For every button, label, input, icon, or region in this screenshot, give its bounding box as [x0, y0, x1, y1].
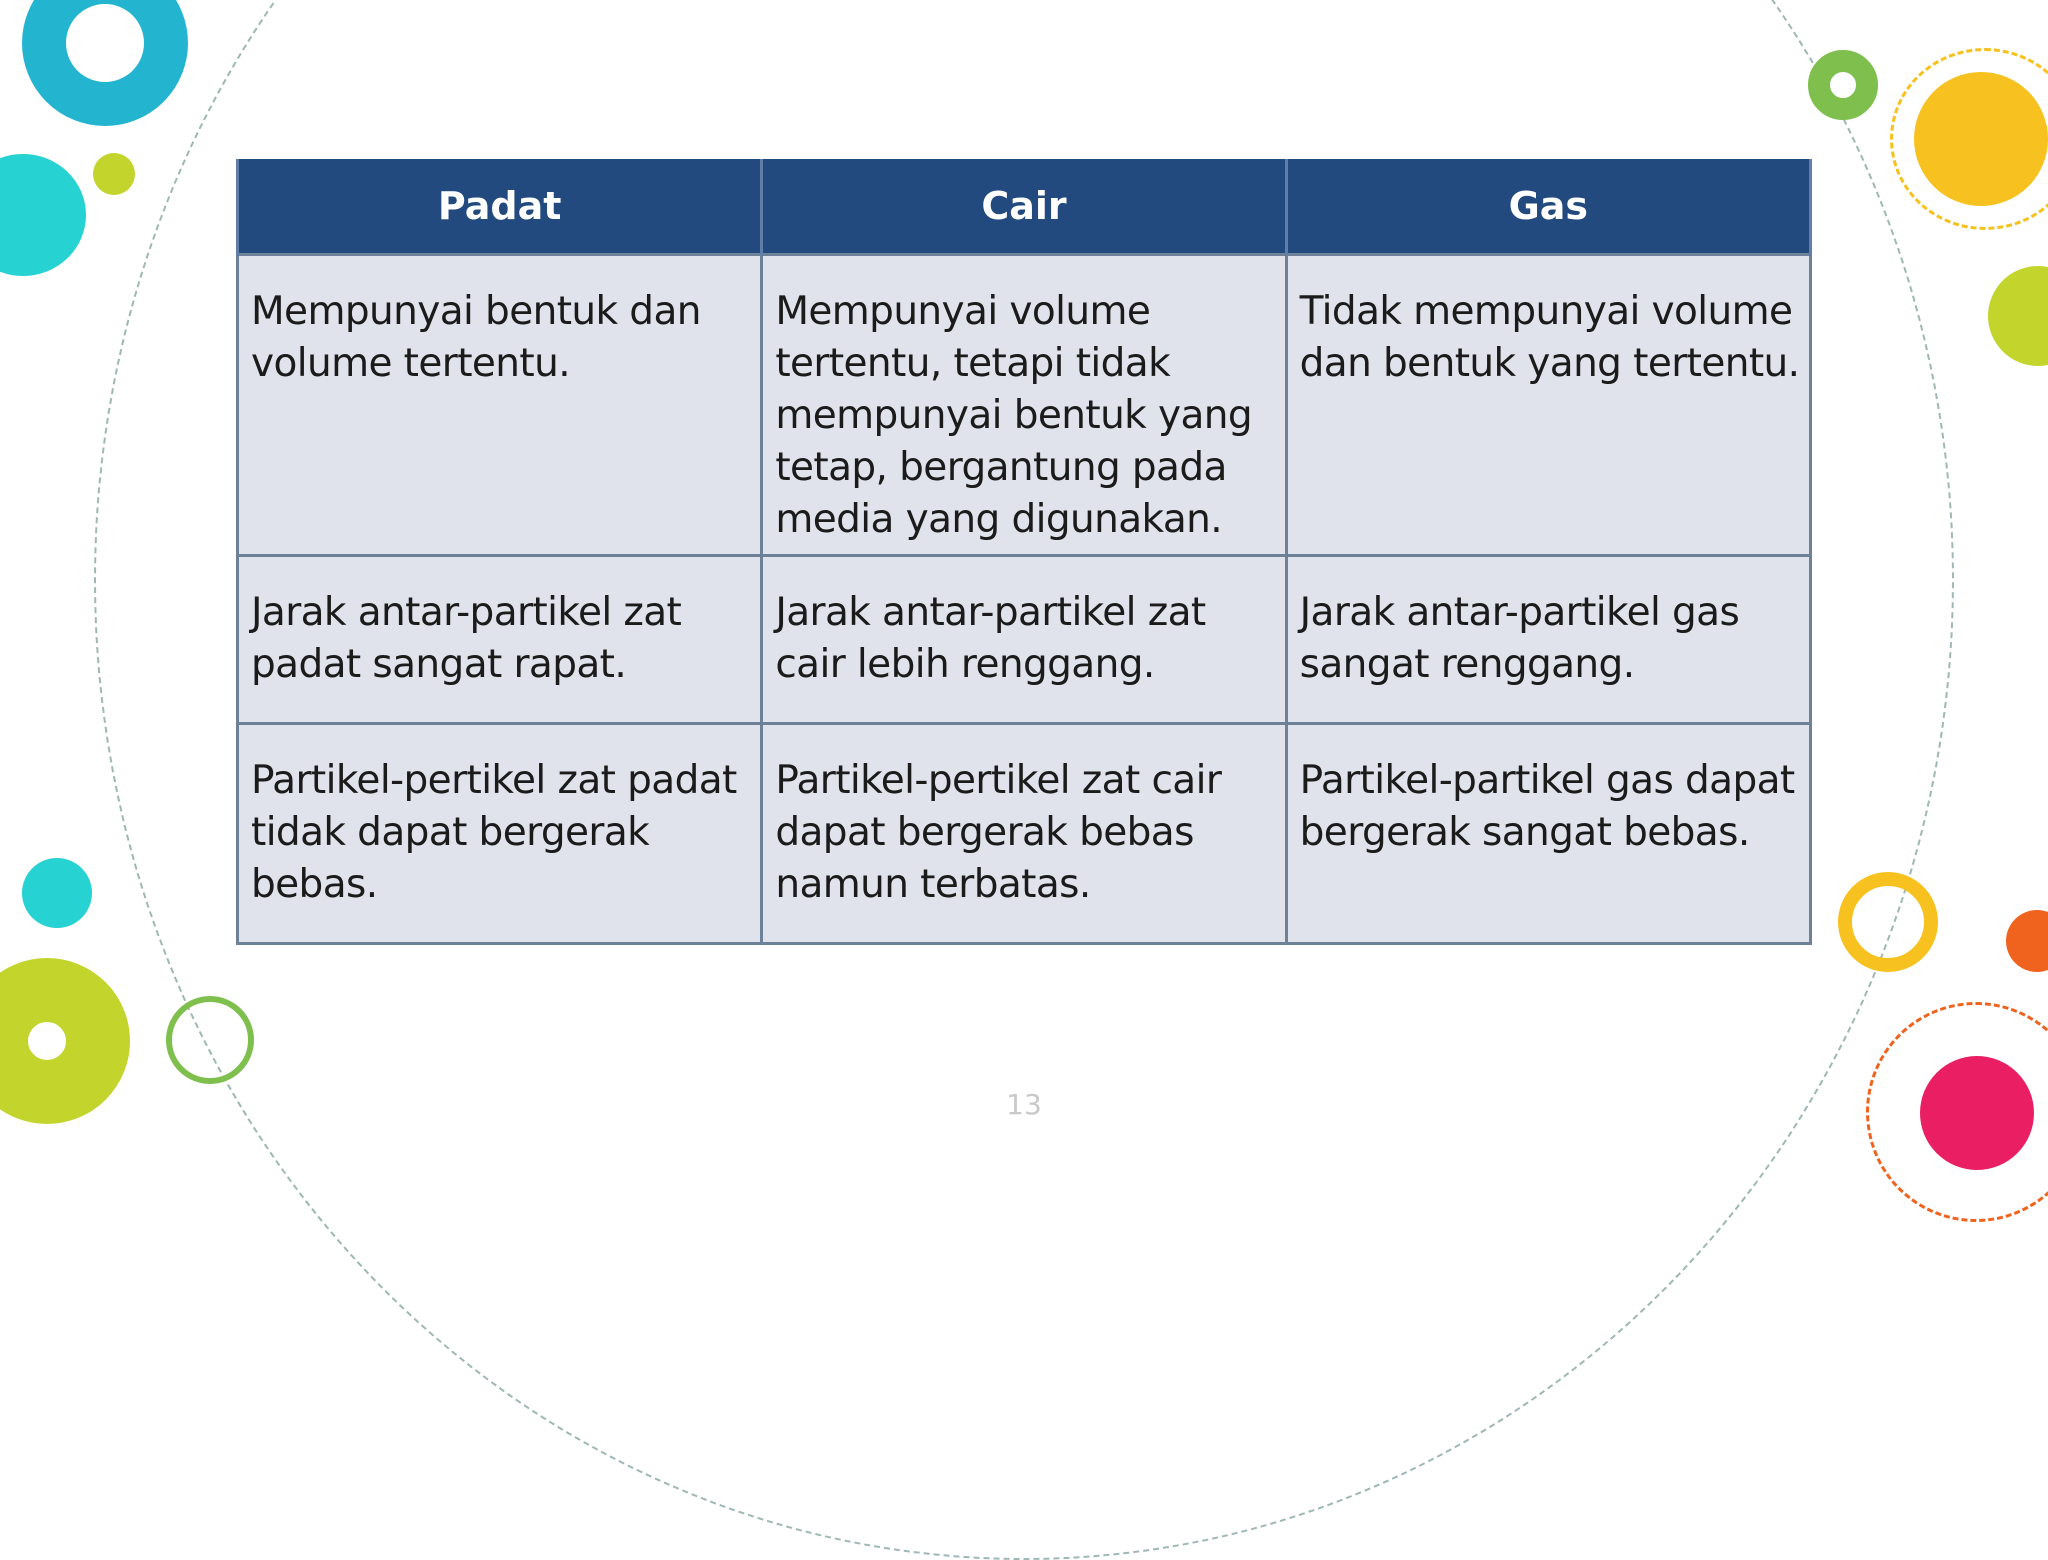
cell-cair-movement: Partikel-pertikel zat cair dapat bergerak bebas namun terbatas. — [762, 724, 1286, 944]
table-row — [238, 556, 1811, 724]
lime-ring-circle — [0, 958, 130, 1124]
yellow-ring-circle — [1838, 872, 1938, 972]
yellow-circle — [1914, 72, 2048, 206]
header-padat: Padat — [238, 159, 762, 255]
orange-circle — [2006, 910, 2048, 972]
pink-circle — [1920, 1056, 2034, 1170]
table-header-row — [238, 159, 1811, 255]
blue-ring-circle — [22, 0, 188, 126]
cyan-dot — [22, 858, 92, 928]
cell-gas-distance: Jarak antar-partikel gas sangat renggang. — [1286, 556, 1810, 724]
cell-gas-shape: Tidak mempunyai volume dan bentuk yang tertentu. — [1286, 255, 1810, 556]
cell-padat-shape: Mempunyai bentuk dan volume tertentu. — [238, 255, 762, 556]
cyan-circle — [0, 154, 86, 276]
header-cair: Cair — [762, 159, 1286, 255]
page-number: 13 — [1006, 1088, 1042, 1121]
cell-cair-distance: Jarak antar-partikel zat cair lebih renggang. — [762, 556, 1286, 724]
table-row — [238, 724, 1811, 944]
states-of-matter-table — [236, 159, 1812, 945]
table-row — [238, 255, 1811, 556]
lime-dot — [93, 153, 135, 195]
green-ring-circle — [1808, 50, 1878, 120]
lime-circle — [1988, 266, 2048, 366]
cell-padat-distance: Jarak antar-partikel zat padat sangat rapat. — [238, 556, 762, 724]
cell-cair-shape: Mempunyai volume tertentu, tetapi tidak mempunyai bentuk yang tetap, bergantung pada media yang digunakan. — [762, 255, 1286, 556]
green-outline-circle — [166, 996, 254, 1084]
cell-gas-movement: Partikel-partikel gas dapat bergerak sangat bebas. — [1286, 724, 1810, 944]
header-gas: Gas — [1286, 159, 1810, 255]
cell-padat-movement: Partikel-pertikel zat padat tidak dapat bergerak bebas. — [238, 724, 762, 944]
